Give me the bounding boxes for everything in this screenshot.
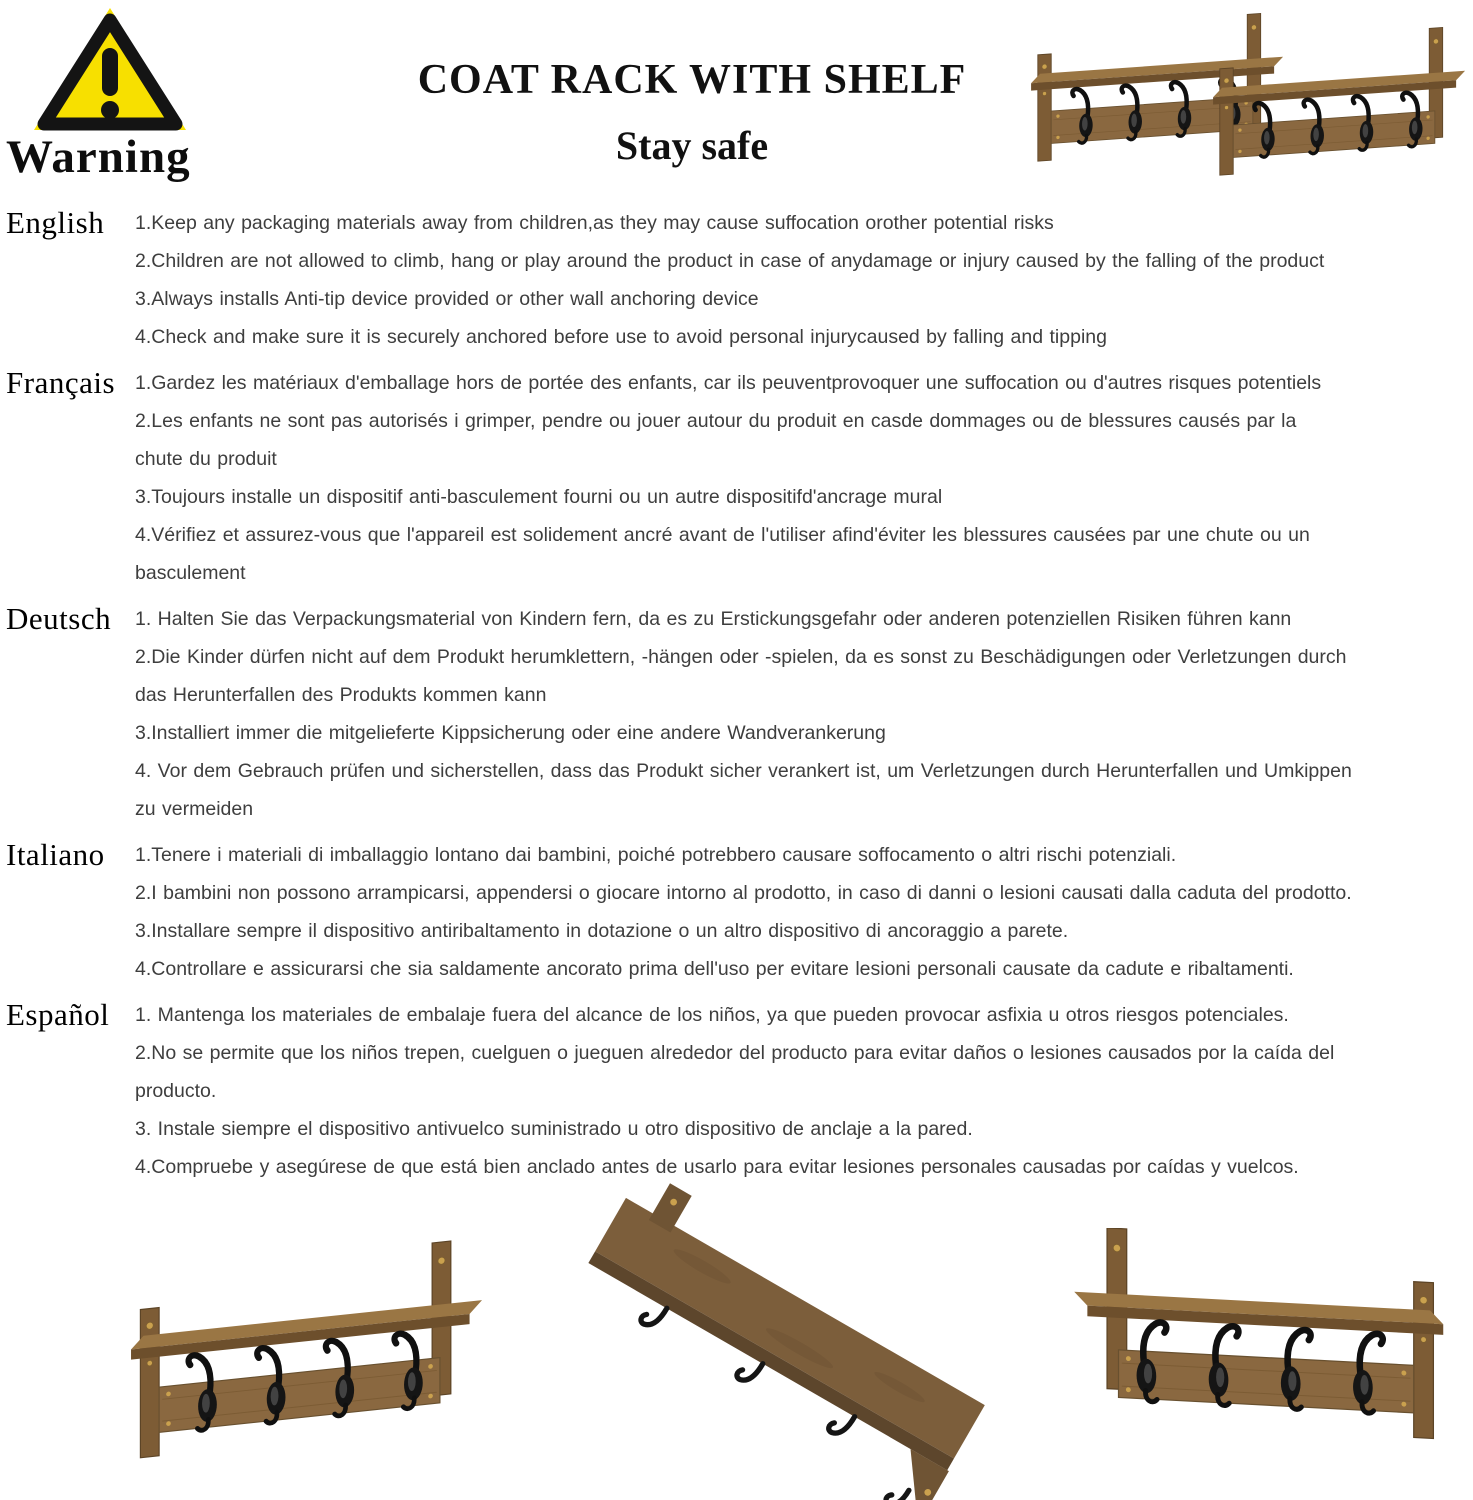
warning-line: 2.Die Kinder dürfen nicht auf dem Produkt herumklettern, -hängen oder -spielen, da es sonst zu Beschädigungen oder Verletzungen durch [135, 646, 1347, 668]
page-title: COAT RACK WITH SHELF [417, 57, 967, 103]
section-body [135, 844, 1466, 996]
product-image-two-racks [1013, 2, 1471, 208]
warning-line: 1. Halten Sie das Verpackungsmaterial von Kindern fern, da es zu Erstickungsgefahr oder anderen potenziellen Risiken führen kann [135, 608, 1292, 630]
section-label: Deutsch [6, 601, 112, 636]
warning-line: 3. Instale siempre el dispositivo antivuelco suministrado u otro dispositivo de anclaje a la pared. [135, 1118, 973, 1140]
warning-line: 2.Les enfants ne sont pas autorisés i grimper, pendre ou jouer autour du produit en casde dommages ou de blessures causés par la [135, 410, 1297, 432]
warning-triangle-icon [30, 4, 190, 134]
warning-line: 2.I bambini non possono arrampicarsi, appendersi o giocare intorno al prodotto, in caso di danni o lesioni causati dalla caduta del prodotto. [135, 882, 1352, 904]
warning-line: 1.Keep any packaging materials away from children,as they may cause suffocation orother potential risks [135, 212, 1054, 234]
warning-line: producto. [135, 1080, 217, 1102]
warning-line: 1.Tenere i materiali di imballaggio lontano dai bambini, poiché potrebbero causare soffocamento o altri rischi potenziali. [135, 844, 1177, 866]
warning-line: chute du produit [135, 448, 277, 470]
section-label: English [6, 205, 105, 240]
section-italiano [6, 837, 1466, 996]
warning-line: 3.Installiert immer die mitgelieferte Kippsicherung oder eine andere Wandverankerung [135, 722, 886, 744]
section-label: Italiano [6, 837, 105, 872]
section-body [135, 1004, 1466, 1194]
product-image-shelf-top-view [552, 1182, 1024, 1500]
section-label: Français [6, 365, 116, 400]
warning-line: das Herunterfallen des Produkts kommen kann [135, 684, 547, 706]
warning-line: basculement [135, 562, 246, 584]
warning-line: 4.Controllare e assicurarsi che sia saldamente ancorato prima dell'uso per evitare lesioni personali causate da cadute e ribaltamenti. [135, 958, 1294, 980]
warning-line: 3.Installare sempre il dispositivo antiribaltamento in dotazione o un altro dispositivo di ancoraggio a parete. [135, 920, 1069, 942]
warning-line: 1. Mantenga los materiales de embalaje fuera del alcance de los niños, ya que pueden provocar asfixia u otros riesgos potenciales. [135, 1004, 1289, 1026]
section-body [135, 372, 1466, 600]
warning-line: 4.Check and make sure it is securely anchored before use to avoid personal injurycaused by falling and tipping [135, 326, 1107, 348]
warning-line: 3.Always installs Anti-tip device provided or other wall anchoring device [135, 288, 759, 310]
title-block [358, 56, 1026, 168]
warning-label: Warning [6, 131, 191, 183]
product-image-rack-angled-right [988, 1228, 1466, 1468]
section-deutsch [6, 601, 1466, 836]
warning-line: 1.Gardez les matériaux d'emballage hors de portée des enfants, car ils peuventprovoquer une suffocation ou d'autres risques potentiels [135, 372, 1322, 394]
section-body [135, 212, 1466, 364]
warning-line: 2.No se permite que los niños trepen, cuelguen o jueguen alrededor del producto para evitar daños o lesiones causados por la caída del [135, 1042, 1335, 1064]
warning-line: zu vermeiden [135, 798, 254, 820]
warning-line: 3.Toujours installe un dispositif anti-basculement fourni ou un autre dispositifd'ancrage mural [135, 486, 943, 508]
section-body [135, 608, 1466, 836]
section-français [6, 365, 1466, 600]
section-english [6, 205, 1466, 364]
product-image-rack-angled-left [112, 1233, 554, 1471]
warning-sections [6, 205, 1466, 1202]
warning-line: 4. Vor dem Gebrauch prüfen und sicherstellen, dass das Produkt sicher verankert ist, um Verletzungen durch Herunterfallen und Umkippen [135, 760, 1352, 782]
warning-line: 4.Vérifiez et assurez-vous que l'appareil est solidement ancré avant de l'utiliser afind'éviter les blessures causées par une chute ou un [135, 524, 1310, 546]
warning-line: 2.Children are not allowed to climb, hang or play around the product in case of anydamage or injury caused by the falling of the product [135, 250, 1325, 272]
section-español [6, 997, 1466, 1194]
section-label: Español [6, 997, 110, 1032]
page-subtitle: Stay safe [615, 123, 769, 168]
warning-line: 4.Compruebe y asegúrese de que está bien anclado antes de usarlo para evitar lesiones personales causadas por caídas y vuelcos. [135, 1156, 1299, 1178]
